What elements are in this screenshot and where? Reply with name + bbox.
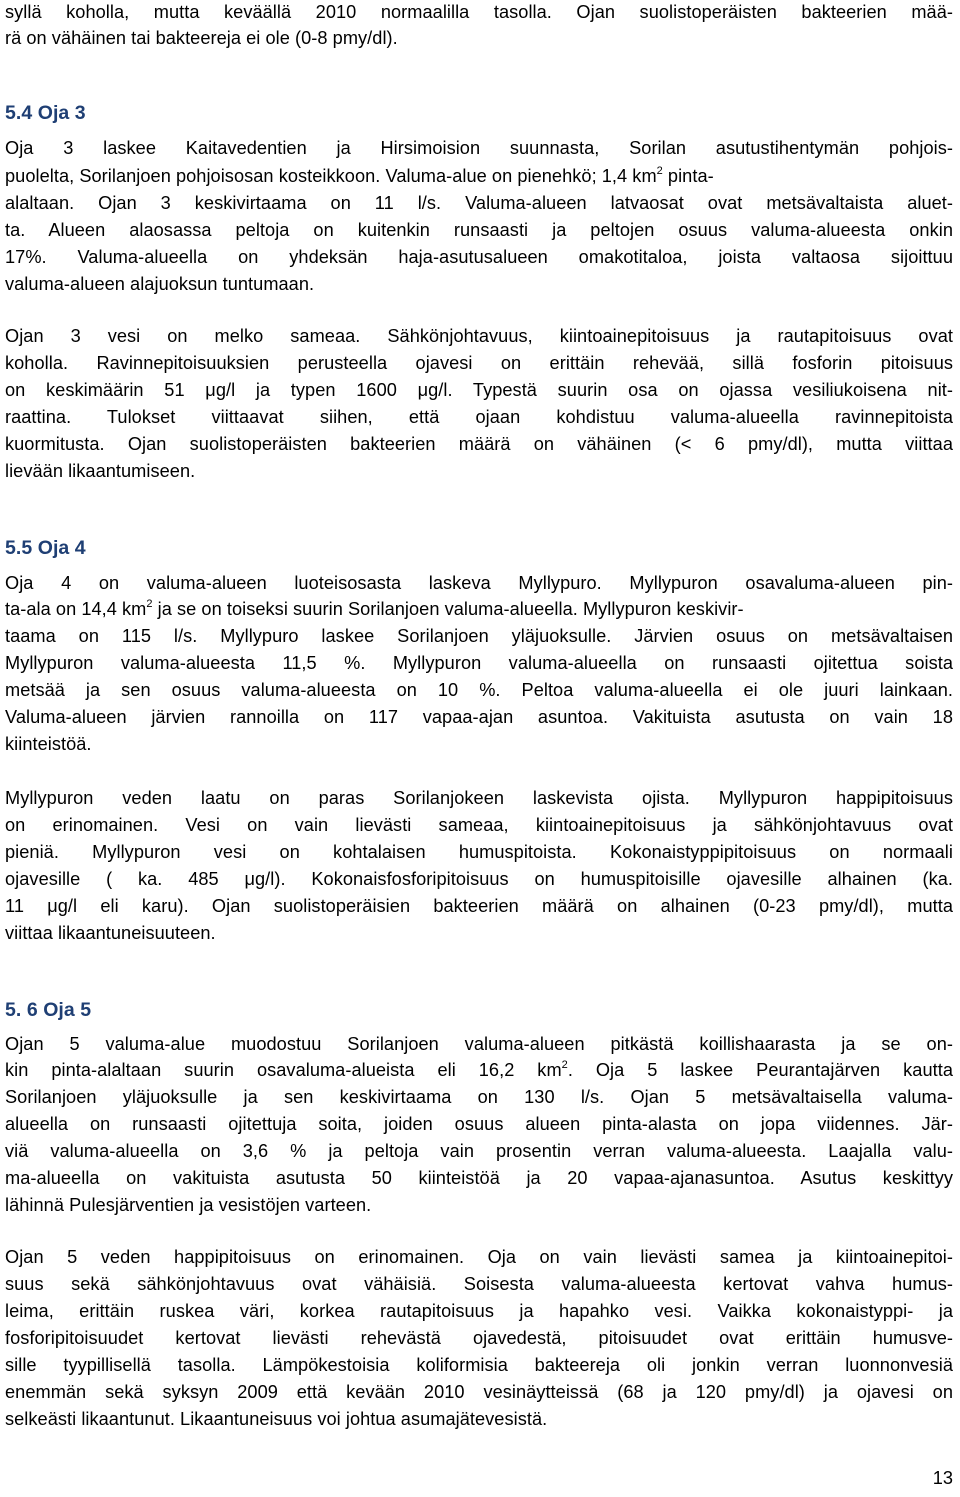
body-line: ta. Alueen alaosassa peltoja on kuitenkin runsaasti ja peltojen osuus valuma-alueesta onkin: [5, 220, 953, 240]
body-line: puolelta, Sorilanjoen pohjoisosan kosteikkoon. Valuma-alue on pienehkö; 1,4 $km^2$ pinta-: [5, 165, 714, 186]
section-heading: 5. 6 Oja 5: [5, 999, 92, 1021]
body-line: ta-ala on 14,4 $km^2$ ja se on toiseksi suurin Sorilanjoen valuma-alueella. Myllypuron keskivir-: [5, 598, 744, 619]
superscript: 2: [656, 165, 663, 177]
body-line: Oja 4 on valuma-alueen luoteisosasta laskeva Myllypuro. Myllypuron osavaluma-alueen pin-: [5, 573, 953, 593]
body-line: enemmän sekä syksyn 2009 että kevään 2010 vesinäytteissä (68 ja 120 pmy/dl) ja ojavesi on: [5, 1382, 953, 1402]
body-line: kin pinta-alaltaan suurin osavaluma-alueista eli 16,2 $km^2$. Oja 5 laskee Peurantajärven kautta: [5, 1059, 953, 1080]
body-line: taama on 115 l/s. Myllypuro laskee Sorilanjoen yläjuoksulle. Järvien osuus on metsävaltaisen: [5, 626, 953, 646]
body-line: Ojan 3 vesi on melko sameaa. Sähkönjohtavuus, kiintoainepitoisuus ja rautapitoisuus ovat: [5, 326, 953, 346]
body-line: ojavesille ( ka. 485 μg/l). Kokonaisfosforipitoisuus on humuspitoisille ojavesille alhainen (ka.: [5, 869, 953, 889]
body-line: metsää ja sen osuus valuma-alueesta on 10 %. Peltoa valuma-alueella ei ole juuri lainkaan.: [5, 680, 953, 700]
body-line: pieniä. Myllypuron vesi on kohtalaisen humuspitoista. Kokonaistyppipitoisuus on normaali: [5, 842, 953, 862]
body-line: on keskimäärin 51 μg/l ja typen 1600 μg/l. Typestä suurin osa on ojassa vesiliukoisena nit-: [5, 380, 953, 400]
section-heading: 5.5 Oja 4: [5, 537, 86, 559]
body-line: on erinomainen. Vesi on vain lievästi sameaa, kiintoainepitoisuus ja sähkönjohtavuus ovat: [5, 815, 953, 835]
body-line: alaltaan. Ojan 3 keskivirtaama on 11 l/s. Valuma-alueen latvaosat ovat metsävaltaista aluet-: [5, 193, 953, 213]
body-line: raattina. Tulokset viittaavat siihen, että ojaan kohdistuu valuma-alueella ravinnepitoista: [5, 407, 953, 427]
body-line: Myllypuron valuma-alueesta 11,5 %. Myllypuron valuma-alueella on runsaasti ojitettua soista: [5, 653, 953, 673]
body-line: fosforipitoisuudet kertovat lievästi rehevästä ojavedestä, pitoisuudet ovat erittäin humusve-: [5, 1328, 953, 1348]
body-line: leima, erittäin ruskea väri, korkea rautapitoisuus ja hapahko vesi. Vaikka kokonaistyppi- ja: [5, 1301, 953, 1321]
body-line: Ojan 5 valuma-alue muodostuu Sorilanjoen valuma-alueen pitkästä koillishaarasta ja se on-: [5, 1034, 953, 1054]
section-heading: 5.4 Oja 3: [5, 102, 86, 124]
superscript: 2: [561, 1059, 568, 1071]
body-line: 17%. Valuma-alueella on yhdeksän haja-asutusalueen omakotitaloa, joista valtaosa sijoittuu: [5, 247, 953, 267]
body-line: Myllypuron veden laatu on paras Sorilanjokeen laskevista ojista. Myllypuron happipitoisuus: [5, 788, 953, 808]
body-line: viä valuma-alueella on 3,6 % ja peltoja vain prosentin verran valuma-alueesta. Laajalla valu-: [5, 1141, 953, 1161]
body-line: lähinnä Pulesjärventien ja vesistöjen varteen.: [5, 1195, 372, 1215]
body-line: koholla. Ravinnepitoisuuksien perusteella ojavesi on erittäin rehevää, sillä fosforin pitoisuus: [5, 353, 953, 373]
body-line: selkeästi likaantunut. Likaantuneisuus voi johtua asumajätevesistä.: [5, 1409, 548, 1429]
body-line: Oja 3 laskee Kaitavedentien ja Hirsimoision suunnasta, Sorilan asutustihentymän pohjois-: [5, 138, 953, 158]
body-line: ma-alueella on vakituista asutusta 50 kiinteistöä ja 20 vapaa-ajanasuntoa. Asutus keskittyy: [5, 1168, 953, 1188]
body-line: lievään likaantumiseen.: [5, 461, 196, 481]
body-line: Sorilanjoen yläjuoksulle ja sen keskivirtaama on 130 l/s. Ojan 5 metsävaltaisella valuma-: [5, 1087, 953, 1107]
page-number: 13: [932, 1468, 953, 1488]
body-line: rä on vähäinen tai bakteereja ei ole (0-8 pmy/dl).: [5, 28, 398, 48]
body-line: valuma-alueen alajuoksun tuntumaan.: [5, 274, 315, 294]
body-line: viittaa likaantuneisuuteen.: [5, 923, 216, 943]
body-line: suus sekä sähkönjohtavuus ovat vähäisiä. Soisesta valuma-alueesta kertovat vahva humus-: [5, 1274, 953, 1294]
body-line: kuormitusta. Ojan suolistoperäisten bakteerien määrä on vähäinen (< 6 pmy/dl), mutta viittaa: [5, 434, 953, 454]
body-line: Valuma-alueen järvien rannoilla on 117 vapaa-ajan asuntoa. Vakituista asutusta on vain 18: [5, 707, 953, 727]
body-line: 11 μg/l eli karu). Ojan suolistoperäisien bakteerien määrä on alhainen (0-23 pmy/dl), mutta: [5, 896, 953, 916]
body-line: sille tyypillisellä tasolla. Lämpökestoisia koliformisia bakteereja oli jonkin verran luonnonvesiä: [5, 1355, 953, 1375]
body-line: kiinteistöä.: [5, 734, 92, 754]
body-line: alueella on runsaasti ojitettuja soita, joiden osuus alueen pinta-alasta on jopa viidennes. Jär-: [5, 1114, 953, 1134]
superscript: 2: [146, 598, 153, 610]
body-line: syllä koholla, mutta keväällä 2010 normaalilla tasolla. Ojan suolistoperäisten bakteerien mää-: [5, 2, 953, 22]
body-line: Ojan 5 veden happipitoisuus on erinomainen. Oja on vain lievästi samea ja kiintoainepitoi-: [5, 1247, 953, 1267]
